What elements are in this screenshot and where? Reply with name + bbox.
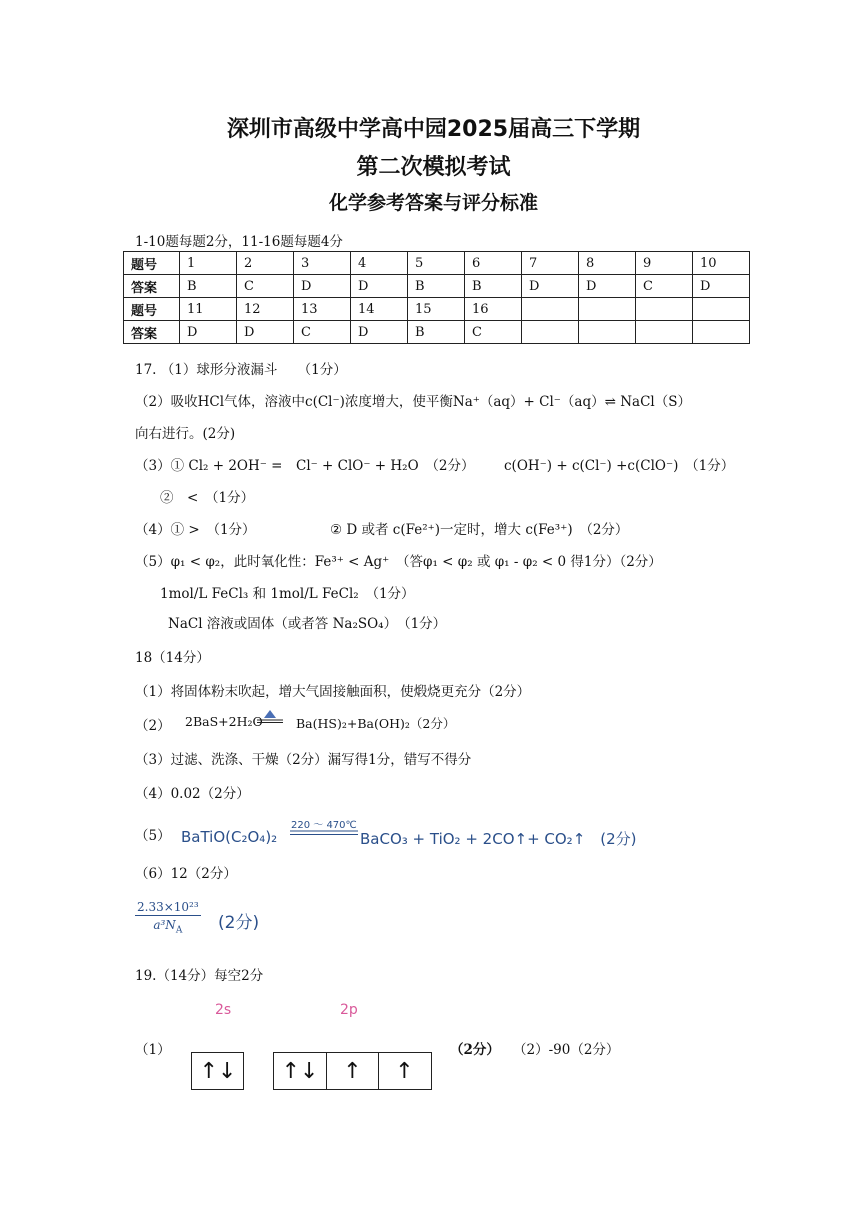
q17-part3-eq: （3）① Cl₂ + 2OH⁻ = Cl⁻ + ClO⁻ + H₂O （2分）	[135, 458, 475, 474]
q18-part5-products: BaCO₃ + TiO₂ + 2CO↑+ CO₂↑ (2分)	[360, 830, 637, 848]
q17-part5-salt: NaCl 溶液或固体（或者答 Na₂SO₄） （1分）	[168, 616, 447, 632]
answer-table	[123, 251, 750, 344]
q17-part5-solutions: 1mol/L FeCl₃ 和 1mol/L FeCl₂ （1分）	[160, 586, 415, 602]
orbital-box-2p	[273, 1052, 432, 1090]
orbital-label-2p: 2p	[340, 1002, 358, 1018]
electron-pair-icon: ↑↓	[199, 1058, 237, 1084]
table-cell: 14	[351, 298, 408, 321]
doc-subtitle: 第二次模拟考试	[356, 155, 511, 180]
table-cell: D	[294, 275, 351, 298]
equals-double-line	[290, 829, 358, 837]
table-cell: 5	[408, 252, 465, 275]
doc-title: 深圳市高级中学高中园2025届高三下学期	[226, 117, 641, 142]
table-cell: C	[294, 321, 351, 344]
table-cell: C	[465, 321, 522, 344]
q19-heading: 19.（14分）每空2分	[135, 968, 264, 984]
q18-part2-products: Ba(HS)₂+Ba(OH)₂（2分）	[296, 716, 456, 731]
row-header: 答案	[124, 275, 180, 298]
table-cell: C	[237, 275, 294, 298]
table-cell: 1	[180, 252, 237, 275]
fraction-score: (2分)	[218, 913, 260, 933]
heat-triangle-icon	[255, 708, 285, 724]
q17-part3-ii: ② < （1分）	[160, 490, 255, 506]
table-cell: D	[351, 275, 408, 298]
table-cell: D	[351, 321, 408, 344]
table-cell: 12	[237, 298, 294, 321]
table-cell: D	[237, 321, 294, 344]
row-header: 题号	[124, 298, 180, 321]
table-cell	[693, 298, 750, 321]
table-cell: D	[579, 275, 636, 298]
table-cell	[636, 321, 693, 344]
electron-up-icon: ↑	[378, 1053, 430, 1089]
scoring-note: 1-10题每题2分，11-16题每题4分	[135, 234, 343, 250]
fraction-numerator: 2.33×10²³	[137, 900, 199, 914]
table-cell	[522, 298, 579, 321]
orbital-box-2s	[191, 1052, 244, 1090]
table-cell: C	[636, 275, 693, 298]
doc-section-title: 化学参考答案与评分标准	[328, 192, 538, 214]
table-row	[124, 252, 750, 275]
table-cell: D	[180, 321, 237, 344]
table-row	[124, 275, 750, 298]
table-row	[124, 321, 750, 344]
q18-part5-label: （5）	[135, 828, 171, 844]
q18-part5-condition: 220 ～ 470℃	[291, 820, 357, 831]
table-cell: 3	[294, 252, 351, 275]
electron-pair-icon: ↑↓	[281, 1058, 319, 1084]
table-cell: 11	[180, 298, 237, 321]
q17-part4-ii: ② D 或者 c(Fe²⁺)一定时，增大 c(Fe³⁺) （2分）	[330, 522, 629, 538]
row-header: 答案	[124, 321, 180, 344]
table-row	[124, 298, 750, 321]
table-cell: 2	[237, 252, 294, 275]
table-cell: 15	[408, 298, 465, 321]
table-cell: B	[408, 321, 465, 344]
q18-part1: （1）将固体粉末吹起，增大气固接触面积，使煅烧更充分（2分）	[135, 684, 531, 700]
table-cell: 8	[579, 252, 636, 275]
table-cell: D	[522, 275, 579, 298]
electron-up-icon: ↑	[326, 1053, 378, 1089]
table-cell: B	[408, 275, 465, 298]
q18-heading: 18（14分）	[135, 650, 210, 666]
q18-part6: （6）12（2分）	[135, 866, 237, 882]
q18-part2-label: （2）	[135, 718, 171, 734]
table-cell	[636, 298, 693, 321]
q17-part5: （5）φ₁ < φ₂，此时氧化性：Fe³⁺ < Ag⁺ （答φ₁ < φ₂ 或 φ₁ - φ₂ < 0 得1分）（2分）	[135, 554, 662, 570]
density-fraction	[135, 900, 201, 935]
q17-part3-conservation: c(OH⁻) + c(Cl⁻) +c(ClO⁻) （1分）	[504, 458, 735, 474]
orbital-label-2s: 2s	[215, 1002, 232, 1018]
fraction-denominator: $a^3N_A$	[153, 918, 183, 936]
q17-part2: （2）吸收HCl气体，溶液中c(Cl⁻)浓度增大，使平衡Na⁺（aq）+ Cl⁻（aq）⇌ NaCl（S）	[135, 394, 691, 410]
q18-part4: （4）0.02（2分）	[135, 786, 250, 802]
q18-part5-reactant: BaTiO(C₂O₄)₂	[181, 828, 278, 846]
q19-part1-score: （2分）	[450, 1042, 500, 1058]
q18-part2-reactants: 2BaS+2H₂O	[185, 714, 263, 729]
table-cell: 6	[465, 252, 522, 275]
q19-part2: （2）-90（2分）	[513, 1042, 620, 1058]
table-cell: 13	[294, 298, 351, 321]
table-cell: 7	[522, 252, 579, 275]
table-cell: 10	[693, 252, 750, 275]
table-cell: 9	[636, 252, 693, 275]
table-cell	[579, 321, 636, 344]
table-cell: 16	[465, 298, 522, 321]
table-cell: B	[465, 275, 522, 298]
q19-part1-label: （1）	[135, 1042, 171, 1058]
q17-part2-cont: 向右进行。(2分)	[135, 426, 236, 442]
table-cell	[693, 321, 750, 344]
table-cell: 4	[351, 252, 408, 275]
table-cell: D	[693, 275, 750, 298]
table-cell	[522, 321, 579, 344]
q17-part1: 17. （1）球形分液漏斗 （1分）	[135, 362, 347, 378]
q18-part3: （3）过滤、洗涤、干燥（2分）漏写得1分，错写不得分	[135, 752, 472, 768]
q17-part4-i: （4）① > （1分）	[135, 522, 256, 538]
row-header: 题号	[124, 252, 180, 275]
table-cell	[579, 298, 636, 321]
table-cell: B	[180, 275, 237, 298]
